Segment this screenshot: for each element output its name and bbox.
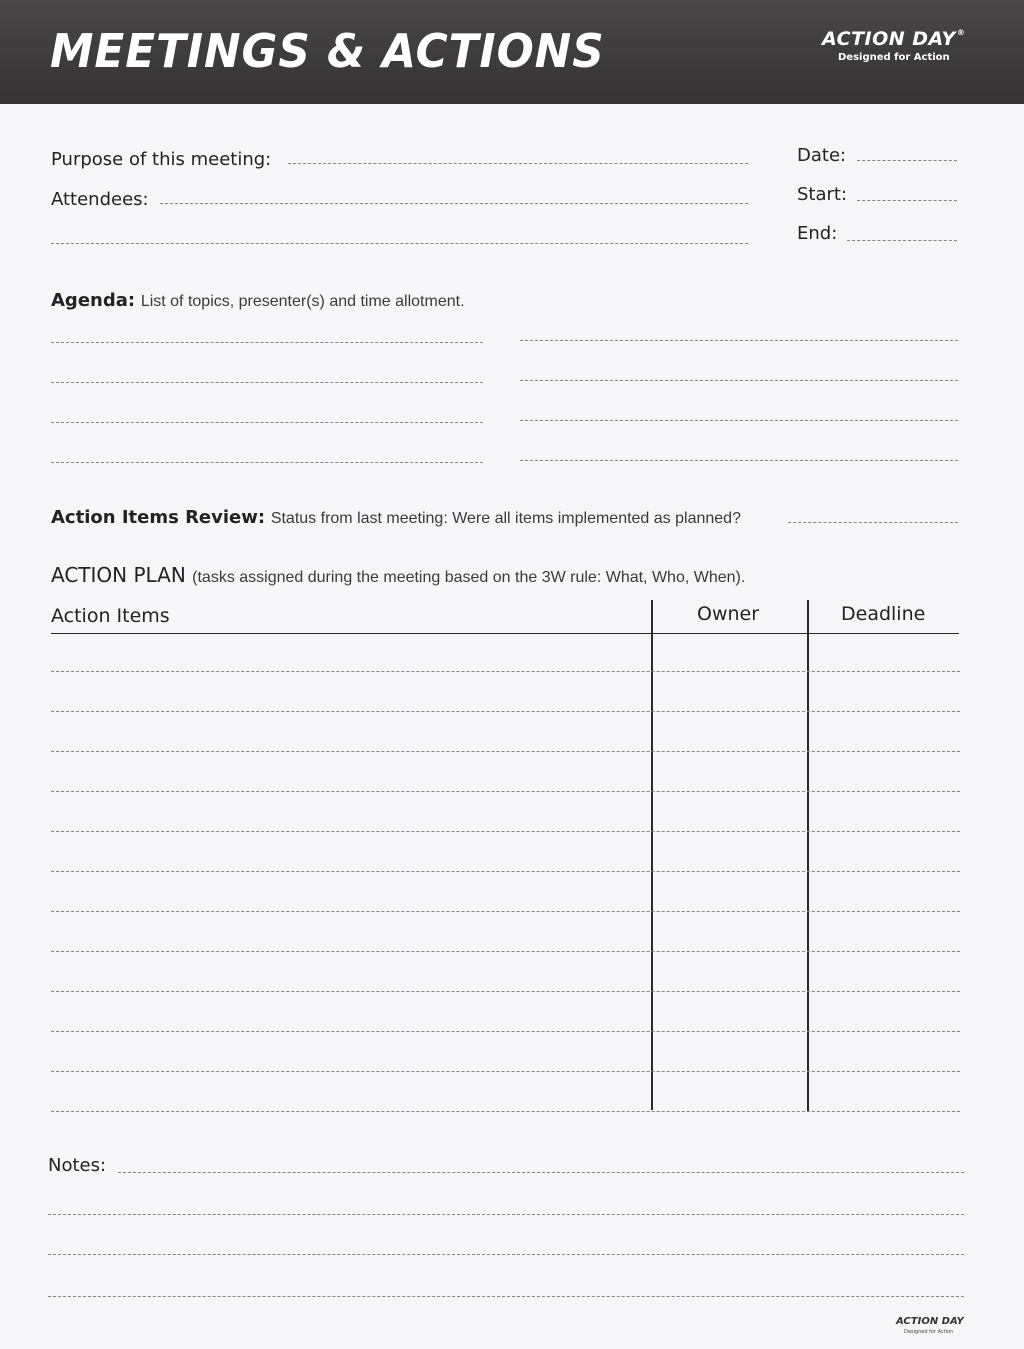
- agenda-description: List of topics, presenter(s) and time allotment.: [140, 293, 465, 310]
- header-banner: [0, 0, 1024, 104]
- review-label: Action Items Review:: [51, 507, 266, 528]
- brand-tagline: Designed for Action: [838, 52, 950, 63]
- action-item-row[interactable]: [51, 831, 960, 832]
- action-plan-title: ACTION PLAN: [51, 563, 186, 587]
- action-plan-heading: [51, 563, 745, 587]
- purpose-field[interactable]: [288, 163, 748, 164]
- purpose-label: Purpose of this meeting:: [51, 149, 272, 170]
- end-field[interactable]: [847, 240, 957, 241]
- notes-label: Notes:: [48, 1155, 107, 1176]
- agenda-line-left[interactable]: [51, 462, 483, 463]
- agenda-label: Agenda:: [51, 290, 136, 311]
- deadline-column-divider: [807, 600, 809, 1112]
- agenda-line-right[interactable]: [520, 420, 958, 421]
- brand-name: ACTION DAY: [822, 28, 956, 50]
- action-item-row[interactable]: [51, 751, 960, 752]
- action-item-row[interactable]: [51, 1111, 960, 1112]
- notes-line[interactable]: [48, 1214, 964, 1215]
- review-field[interactable]: [788, 522, 958, 523]
- table-header-rule: [51, 633, 959, 634]
- column-header-owner: Owner: [697, 603, 760, 625]
- agenda-heading: [51, 290, 465, 311]
- action-plan-subtitle: (tasks assigned during the meeting based on the 3W rule: What, Who, When).: [192, 569, 746, 586]
- notes-field[interactable]: [118, 1172, 964, 1173]
- review-description: Status from last meeting: Were all items implemented as planned?: [270, 510, 741, 527]
- agenda-line-right[interactable]: [520, 460, 958, 461]
- notes-line[interactable]: [48, 1254, 964, 1255]
- attendees-field[interactable]: [160, 203, 748, 204]
- action-item-row[interactable]: [51, 911, 960, 912]
- start-label: Start:: [797, 184, 848, 205]
- action-item-row[interactable]: [51, 671, 960, 672]
- agenda-line-right[interactable]: [520, 380, 958, 381]
- date-field[interactable]: [857, 160, 957, 161]
- action-item-row[interactable]: [51, 1071, 960, 1072]
- agenda-line-left[interactable]: [51, 342, 483, 343]
- attendees-label: Attendees:: [51, 189, 149, 210]
- action-item-row[interactable]: [51, 871, 960, 872]
- agenda-line-right[interactable]: [520, 340, 958, 341]
- footer-tagline: Designed for Action: [904, 1329, 954, 1335]
- start-field[interactable]: [857, 200, 957, 201]
- registered-mark: ®: [956, 28, 966, 37]
- brand-logo: [822, 28, 965, 50]
- attendees-field-line-2[interactable]: [51, 243, 748, 244]
- date-label: Date:: [797, 145, 847, 166]
- owner-column-divider: [651, 600, 653, 1110]
- action-item-row[interactable]: [51, 711, 960, 712]
- column-header-action-items: Action Items: [51, 605, 170, 627]
- action-item-row[interactable]: [51, 951, 960, 952]
- agenda-line-left[interactable]: [51, 422, 483, 423]
- review-heading: [51, 507, 741, 528]
- action-item-row[interactable]: [51, 1031, 960, 1032]
- end-label: End:: [797, 223, 838, 244]
- footer-brand-logo: ACTION DAY: [896, 1316, 964, 1327]
- form-title: MEETINGS & ACTIONS: [50, 24, 605, 78]
- agenda-line-left[interactable]: [51, 382, 483, 383]
- action-item-row[interactable]: [51, 991, 960, 992]
- column-header-deadline: Deadline: [841, 603, 926, 625]
- notes-line[interactable]: [48, 1296, 964, 1297]
- action-item-row[interactable]: [51, 791, 960, 792]
